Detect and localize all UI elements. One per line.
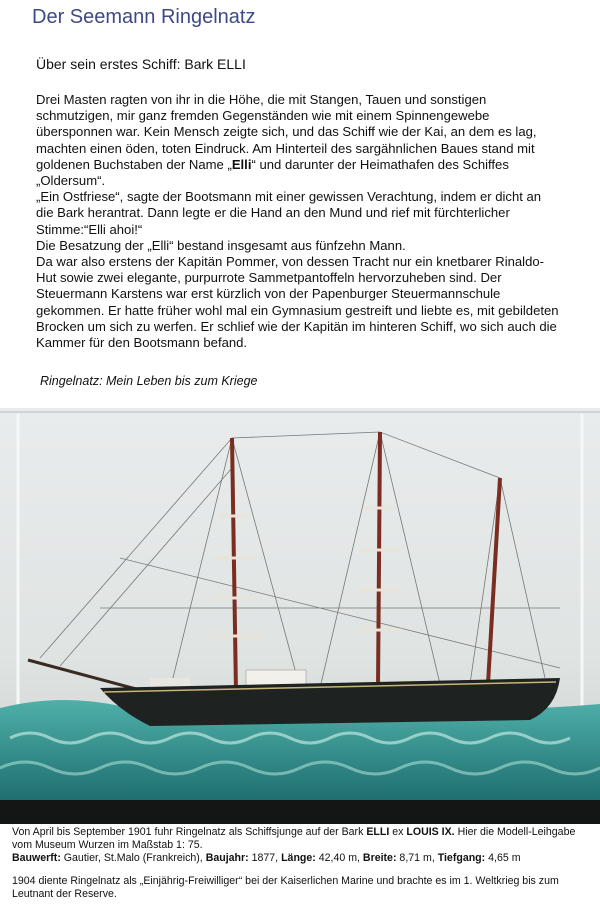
paragraph: Da war also erstens der Kapitän Pommer, von dessen Tracht nur ein knetbarer Rinaldo-Hut sowie zwei elegante, purpurrote Sammetpantoffeln hervorzuheben sind. Der Steuermann Karstens war erst kürzlich von der Papenburger Steuermannschule gekommen. Er hatte früher wohl mal ein Gymnasium gestreift und liebte es, mit gebildeten Brocken um sich zu werfen. Er schlief wie der Kapitän im hinteren Schiff, wo sich auch die Kammer für den Bootsmann befand.	[36, 254, 559, 351]
caption-line: Von April bis September 1901 fuhr Ringelnatz als Schiffsjunge auf der Bark ELLI ex LOUIS IX. Hier die Modell-Leihgabe vom Museum Wurzen im Maßstab 1: 75.	[12, 826, 576, 852]
page-title: Der Seemann Ringelnatz	[32, 6, 256, 28]
ship-model-photo	[0, 408, 600, 824]
paragraph: „Ein Ostfriese“, sagte der Bootsmann mit einer gewissen Verachtung, indem er dicht an die Bark herantrat. Dann legte er die Hand an den Mund und rief mit fürchterlicher Stimme:“Elli ahoi!“	[36, 189, 542, 237]
paragraph: Drei Masten ragten von ihr in die Höhe, die mit Stangen, Tauen und sonstigen schmutzigen, mir ganz fremden Gegenständen wie mit einem Spinnengewebe übersponnen war. Kein Mensch zeigte sich, und das Schiff wie der Kai, an dem es lag, machten einen öden, toten Eindruck. Am Hinterteil des sargähnlichen Baues stand mit goldenen Buchstaben der Name „Elli“ und darunter der Heimathafen des Schiffes „Oldersum“.	[36, 92, 537, 189]
display-base	[0, 798, 600, 824]
ship-model-illustration	[0, 408, 600, 824]
quote-text	[36, 92, 562, 351]
ship-specs: Bauwerft: Gautier, St.Malo (Frankreich), Baujahr: 1877, Länge: 42,40 m, Breite: 8,71 m, Tiefgang: 4,65 m	[12, 852, 521, 865]
page-subtitle: Über sein erstes Schiff: Bark ELLI	[36, 56, 246, 72]
caption-paragraph: 1904 diente Ringelnatz als „Einjährig-Freiwilliger“ bei der Kaiserlichen Marine und brachte es im 1. Weltkrieg bis zum Leutnant der Reserve.	[12, 874, 559, 900]
quote-source: Ringelnatz: Mein Leben bis zum Kriege	[40, 374, 258, 388]
photo-caption	[12, 826, 598, 901]
paragraph: Die Besatzung der „Elli“ bestand insgesamt aus fünfzehn Mann.	[36, 237, 406, 253]
